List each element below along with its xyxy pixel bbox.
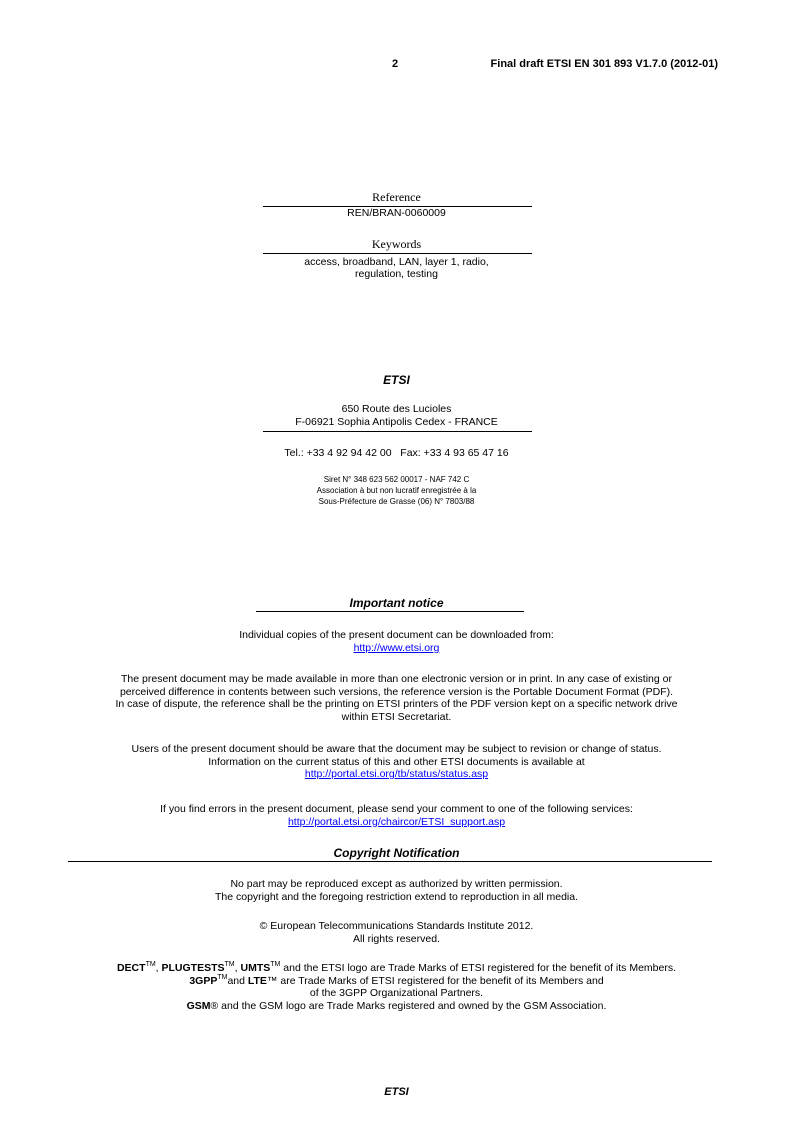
tm-sup: TM <box>217 973 228 981</box>
notice-p3-line-1: If you find errors in the present document, please send your comment to one of the following services: <box>160 803 633 815</box>
copyright-paragraph-1 <box>0 878 793 903</box>
siret-line-1: Siret N° 348 623 562 00017 - NAF 742 C <box>323 475 470 484</box>
document-title: Final draft ETSI EN 301 893 V1.7.0 (2012-01) <box>490 58 718 70</box>
copyright-paragraph-2 <box>0 920 793 945</box>
keywords-line-2: regulation, testing <box>355 268 438 280</box>
and-text: and <box>227 974 248 987</box>
download-text: Individual copies of the present document can be downloaded from: <box>239 629 554 641</box>
umts-mark: UMTS <box>240 962 271 974</box>
copyright-rule <box>68 861 712 862</box>
keywords-label: Keywords <box>371 237 422 251</box>
etsi-address-line-1: 650 Route des Lucioles <box>341 403 452 415</box>
siret-line-2: Association à but non lucratif enregistrée à la <box>316 486 477 495</box>
reference-value: REN/BRAN-0060009 <box>347 207 446 219</box>
trademarks-line-2-text: ™ are Trade Marks of ETSI registered for the benefit of its Members and <box>266 974 604 987</box>
copyright-heading: Copyright Notification <box>333 846 460 860</box>
etsi-website-link[interactable]: http://www.etsi.org <box>353 642 440 654</box>
trademarks-line-1-text: and the ETSI logo are Trade Marks of ETSI registered for the benefit of its Members. <box>280 962 677 974</box>
siret-line-3: Sous-Préfecture de Grasse (06) N° 7803/88 <box>318 497 475 506</box>
notice-paragraph-3 <box>0 803 793 828</box>
footer-etsi: ETSI <box>384 1086 409 1098</box>
notice-paragraph-1 <box>0 673 793 723</box>
notice-p1-line-3: In case of dispute, the reference shall be the printing on ETSI printers of the PDF version kept on a specific network drive <box>115 698 678 710</box>
status-link[interactable]: http://portal.etsi.org/tb/status/status.asp <box>304 768 489 780</box>
lte-mark: LTE <box>247 974 267 987</box>
copyright-line-4: All rights reserved. <box>353 932 440 945</box>
trademarks-paragraph <box>0 962 793 1012</box>
address-rule <box>263 431 532 432</box>
3gpp-mark: 3GPP <box>189 974 218 987</box>
keywords-line-1: access, broadband, LAN, layer 1, radio, <box>304 256 489 268</box>
tm-sup: TM <box>224 961 235 968</box>
copyright-line-3: © European Telecommunications Standards Institute 2012. <box>259 920 534 932</box>
page-number: 2 <box>392 58 399 70</box>
tm-sup: TM <box>145 961 156 968</box>
copyright-line-2: The copyright and the foregoing restriction extend to reproduction in all media. <box>214 890 579 903</box>
reference-label: Reference <box>372 190 421 204</box>
notice-p1-line-2: perceived difference in contents between such versions, the reference version is the Portable Document Format (PDF). <box>119 685 674 698</box>
etsi-phone-fax: Tel.: +33 4 92 94 42 00 Fax: +33 4 93 65 47 16 <box>284 447 509 459</box>
keywords-rule <box>263 253 532 254</box>
plugtests-mark: PLUGTESTS <box>161 962 225 974</box>
notice-rule <box>256 611 524 612</box>
support-link[interactable]: http://portal.etsi.org/chaircor/ETSI_support.asp <box>287 815 506 828</box>
notice-p1-line-4: within ETSI Secretariat. <box>341 710 452 723</box>
copyright-line-1: No part may be reproduced except as authorized by written permission. <box>230 878 563 890</box>
notice-paragraph-2 <box>0 743 793 781</box>
trademarks-line-4-text: ® and the GSM logo are Trade Marks registered and owned by the GSM Association. <box>210 999 607 1012</box>
etsi-name: ETSI <box>383 373 410 387</box>
trademarks-line-3: of the 3GPP Organizational Partners. <box>309 987 484 999</box>
dect-mark: DECT <box>116 962 146 974</box>
trademarks-line-1: DECT™, PLUGTESTS™, UMTS™ and the ETSI logo are Trade Marks of ETSI registered for the benefit of its Members. <box>116 961 677 974</box>
notice-p1-line-1: The present document may be made available in more than one electronic version or in print. In any case of existing or <box>121 673 672 685</box>
trademarks-line-4 <box>0 1000 793 1013</box>
important-notice-heading: Important notice <box>349 596 444 610</box>
trademarks-line-2 <box>0 975 793 988</box>
etsi-address-line-2: F-06921 Sophia Antipolis Cedex - FRANCE <box>295 416 498 428</box>
notice-p2-line-1: Users of the present document should be aware that the document may be subject to revision or change of status. <box>131 743 662 755</box>
gsm-mark: GSM <box>186 999 211 1012</box>
notice-p2-line-2: Information on the current status of this and other ETSI documents is available at <box>208 755 585 768</box>
tm-sup: TM <box>270 961 281 968</box>
